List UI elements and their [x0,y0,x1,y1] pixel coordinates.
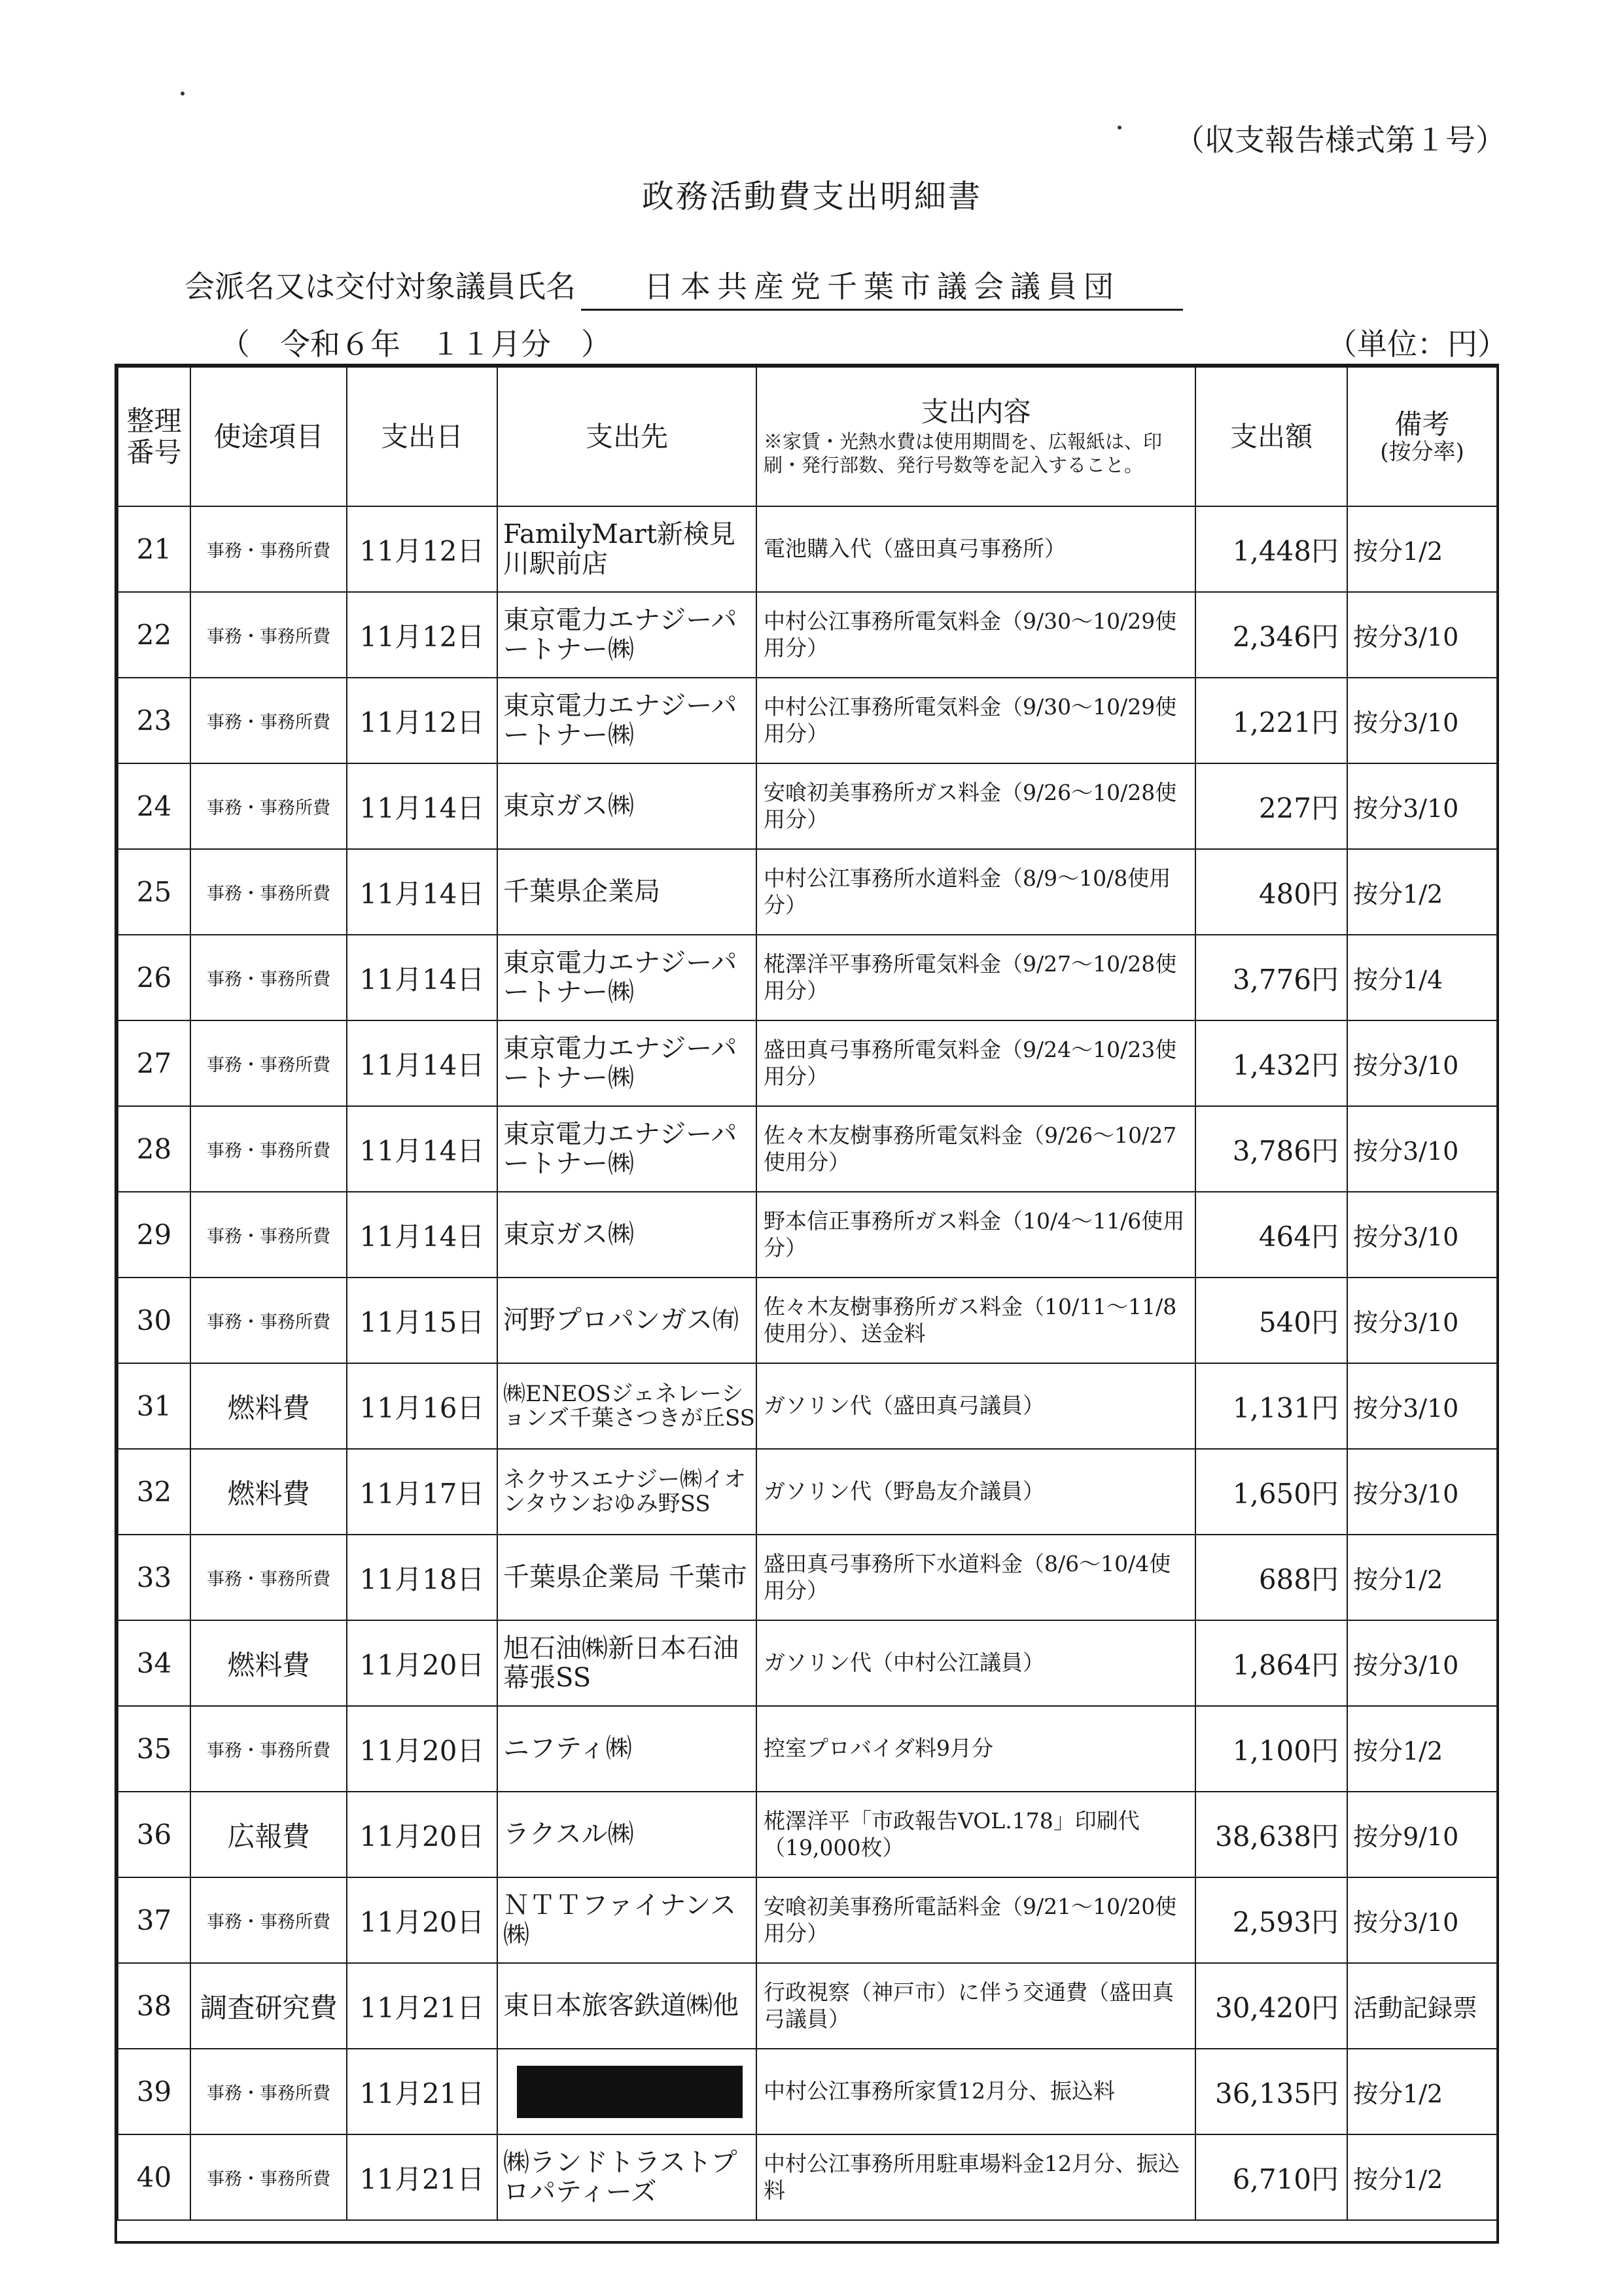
row-date: 11月14日 [347,935,497,1020]
row-payee: ニフティ㈱ [497,1706,756,1792]
document-title: 政務活動費支出明細書 [641,178,982,215]
row-category: 広報費 [190,1792,347,1877]
row-number: 25 [118,849,190,935]
row-date: 11月14日 [347,763,497,849]
row-description: 佐々木友樹事務所ガス料金（10/11～11/8使用分）、送金料 [756,1278,1195,1363]
row-payee: 東京電力エナジーパートナー㈱ [497,1020,756,1106]
row-payee: 旭石油㈱新日本石油幕張SS [497,1620,756,1706]
row-category: 事務・事務所費 [190,592,347,678]
row-number: 31 [118,1363,190,1449]
row-number: 26 [118,935,190,1020]
row-description: 盛田真弓事務所電気料金（9/24～10/23使用分） [756,1020,1195,1106]
row-amount: 1,131円 [1195,1363,1347,1449]
row-amount: 36,135円 [1195,2049,1347,2134]
row-number: 37 [118,1877,190,1963]
party-label: 会派名又は交付対象議員氏名 [185,269,576,304]
row-payee: FamilyMart新検見川駅前店 [497,506,756,592]
row-payee: ネクサスエナジー㈱イオンタウンおゆみ野SS [497,1449,756,1535]
row-remarks: 按分1/2 [1347,506,1497,592]
row-payee: 東京電力エナジーパートナー㈱ [497,678,756,763]
row-amount: 540円 [1195,1278,1347,1363]
row-category: 燃料費 [190,1363,347,1449]
table-row [118,1449,1497,1535]
row-number: 21 [118,506,190,592]
row-remarks: 按分3/10 [1347,1020,1497,1106]
table-row [118,1106,1497,1192]
reporting-period: （ 令和６年 １１月分 ） [220,326,611,362]
row-payee: ＮＴＴファイナンス㈱ [497,1877,756,1963]
header-payee: 支出先 [497,367,756,506]
row-amount: 1,650円 [1195,1449,1347,1535]
row-number: 40 [118,2134,190,2220]
row-remarks: 按分3/10 [1347,1363,1497,1449]
row-date: 11月20日 [347,1620,497,1706]
header-remarks-sub: (按分率) [1380,438,1464,465]
row-payee: 東京電力エナジーパートナー㈱ [497,592,756,678]
row-description: 椛澤洋平「市政報告VOL.178」印刷代（19,000枚） [756,1792,1195,1877]
row-category: 燃料費 [190,1620,347,1706]
row-category: 事務・事務所費 [190,1106,347,1192]
row-date: 11月21日 [347,1963,497,2049]
row-date: 11月12日 [347,506,497,592]
row-date: 11月20日 [347,1706,497,1792]
row-amount: 1,864円 [1195,1620,1347,1706]
row-payee: 千葉県企業局 [497,849,756,935]
row-description: ガソリン代（中村公江議員） [756,1620,1195,1706]
row-date: 11月12日 [347,592,497,678]
row-number: 28 [118,1106,190,1192]
row-description: 野本信正事務所ガス料金（10/4～11/6使用分） [756,1192,1195,1278]
expense-table [117,366,1498,2221]
row-number: 32 [118,1449,190,1535]
row-date: 11月14日 [347,1020,497,1106]
row-category: 調査研究費 [190,1963,347,2049]
row-remarks: 按分3/10 [1347,1278,1497,1363]
header-date: 支出日 [347,367,497,506]
row-amount: 3,776円 [1195,935,1347,1020]
row-description: 安喰初美事務所ガス料金（9/26～10/28使用分） [756,763,1195,849]
row-payee: ラクスル㈱ [497,1792,756,1877]
row-category: 事務・事務所費 [190,1706,347,1792]
row-amount: 6,710円 [1195,2134,1347,2220]
table-row [118,1020,1497,1106]
row-payee: 東日本旅客鉄道㈱他 [497,1963,756,2049]
row-remarks: 活動記録票 [1347,1963,1497,2049]
row-category: 事務・事務所費 [190,763,347,849]
form-number: （収支報告様式第１号） [1174,122,1506,158]
row-date: 11月14日 [347,1192,497,1278]
header-remarks [1347,367,1497,506]
row-description: ガソリン代（野島友介議員） [756,1449,1195,1535]
expense-rows [118,506,1497,2220]
row-description: 中村公江事務所家賃12月分、振込料 [756,2049,1195,2134]
header-category: 使途項目 [190,367,347,506]
table-row [118,1963,1497,2049]
row-remarks: 按分1/4 [1347,935,1497,1020]
row-category: 事務・事務所費 [190,1877,347,1963]
row-number: 23 [118,678,190,763]
row-date: 11月20日 [347,1792,497,1877]
row-payee: ㈱ENEOSジェネレーションズ千葉さつきが丘SS [497,1363,756,1449]
table-row [118,2049,1497,2134]
row-category: 事務・事務所費 [190,849,347,935]
scan-speck [181,92,185,96]
row-category: 事務・事務所費 [190,1192,347,1278]
row-description: 中村公江事務所電気料金（9/30～10/29使用分） [756,592,1195,678]
table-row [118,849,1497,935]
row-remarks: 按分3/10 [1347,678,1497,763]
row-remarks: 按分3/10 [1347,592,1497,678]
row-number: 39 [118,2049,190,2134]
row-amount: 2,593円 [1195,1877,1347,1963]
row-amount: 1,100円 [1195,1706,1347,1792]
row-amount: 30,420円 [1195,1963,1347,2049]
header-remarks-title: 備考 [1394,408,1450,440]
row-date: 11月14日 [347,849,497,935]
row-category: 事務・事務所費 [190,2134,347,2220]
row-payee: 千葉県企業局 千葉市 [497,1535,756,1620]
header-no [118,367,190,506]
row-number: 35 [118,1706,190,1792]
table-row [118,678,1497,763]
row-category: 事務・事務所費 [190,1278,347,1363]
redacted-block [517,2066,743,2118]
row-amount: 2,346円 [1195,592,1347,678]
row-description: 佐々木友樹事務所電気料金（9/26～10/27使用分） [756,1106,1195,1192]
header-description-note: ※家賃・光熱水費は使用期間を、広報紙は、印刷・発行部数、発行号数等を記入すること。 [764,430,1163,477]
row-payee: 河野プロパンガス㈲ [497,1278,756,1363]
table-row [118,592,1497,678]
row-description: 盛田真弓事務所下水道料金（8/6～10/4使用分） [756,1535,1195,1620]
scan-speck [1118,126,1121,130]
row-description: ガソリン代（盛田真弓議員） [756,1363,1195,1449]
row-number: 33 [118,1535,190,1620]
row-remarks: 按分3/10 [1347,1620,1497,1706]
table-row [118,1620,1497,1706]
table-row [118,506,1497,592]
row-date: 11月21日 [347,2134,497,2220]
row-remarks: 按分1/2 [1347,849,1497,935]
row-description: 安喰初美事務所電話料金（9/21～10/20使用分） [756,1877,1195,1963]
row-date: 11月20日 [347,1877,497,1963]
row-payee: 東京電力エナジーパートナー㈱ [497,935,756,1020]
table-row [118,2134,1497,2220]
row-remarks: 按分1/2 [1347,2049,1497,2134]
header-row [118,367,1497,506]
row-amount: 3,786円 [1195,1106,1347,1192]
row-amount: 464円 [1195,1192,1347,1278]
header-description [756,367,1195,506]
row-description: 行政視察（神戸市）に伴う交通費（盛田真弓議員） [756,1963,1195,2049]
table-row [118,1792,1497,1877]
row-category: 事務・事務所費 [190,1020,347,1106]
row-date: 11月12日 [347,678,497,763]
row-remarks: 按分1/2 [1347,2134,1497,2220]
row-description: 中村公江事務所水道料金（8/9～10/8使用分） [756,849,1195,935]
row-number: 27 [118,1020,190,1106]
row-amount: 1,448円 [1195,506,1347,592]
currency-unit: （単位：円） [1327,326,1508,362]
row-number: 34 [118,1620,190,1706]
row-remarks: 按分3/10 [1347,1877,1497,1963]
row-date: 11月18日 [347,1535,497,1620]
row-number: 24 [118,763,190,849]
row-amount: 1,221円 [1195,678,1347,763]
row-payee: 東京電力エナジーパートナー㈱ [497,1106,756,1192]
row-date: 11月21日 [347,2049,497,2134]
row-payee: 東京ガス㈱ [497,1192,756,1278]
row-amount: 688円 [1195,1535,1347,1620]
row-category: 事務・事務所費 [190,678,347,763]
header-description-title: 支出内容 [921,395,1031,428]
row-amount: 1,432円 [1195,1020,1347,1106]
row-date: 11月17日 [347,1449,497,1535]
row-date: 11月14日 [347,1106,497,1192]
row-number: 22 [118,592,190,678]
table-row [118,935,1497,1020]
row-number: 36 [118,1792,190,1877]
row-remarks: 按分9/10 [1347,1792,1497,1877]
header-amount: 支出額 [1195,367,1347,506]
row-category: 燃料費 [190,1449,347,1535]
row-remarks: 按分3/10 [1347,763,1497,849]
row-remarks: 按分1/2 [1347,1706,1497,1792]
header-no-label: 整理番号 [126,405,182,468]
row-description: 中村公江事務所用駐車場料金12月分、振込料 [756,2134,1195,2220]
row-amount: 480円 [1195,849,1347,935]
row-description: 電池購入代（盛田真弓事務所） [756,506,1195,592]
row-number: 38 [118,1963,190,2049]
row-category: 事務・事務所費 [190,935,347,1020]
table-row [118,1535,1497,1620]
row-category: 事務・事務所費 [190,1535,347,1620]
table-row [118,763,1497,849]
row-remarks: 按分3/10 [1347,1192,1497,1278]
table-row [118,1363,1497,1449]
row-category: 事務・事務所費 [190,2049,347,2134]
row-payee: ㈱ランドトラストプロパティーズ [497,2134,756,2220]
row-description: 中村公江事務所電気料金（9/30～10/29使用分） [756,678,1195,763]
row-description: 控室プロバイダ料9月分 [756,1706,1195,1792]
row-amount: 227円 [1195,763,1347,849]
table-row [118,1706,1497,1792]
row-date: 11月16日 [347,1363,497,1449]
table-row [118,1192,1497,1278]
party-name: 日本共産党千葉市議会議員団 [581,263,1183,311]
row-remarks: 按分1/2 [1347,1535,1497,1620]
table-row [118,1278,1497,1363]
row-date: 11月15日 [347,1278,497,1363]
row-payee: 東京ガス㈱ [497,763,756,849]
row-description: 椛澤洋平事務所電気料金（9/27～10/28使用分） [756,935,1195,1020]
row-remarks: 按分3/10 [1347,1449,1497,1535]
row-remarks: 按分3/10 [1347,1106,1497,1192]
row-category: 事務・事務所費 [190,506,347,592]
row-number: 29 [118,1192,190,1278]
row-payee [497,2049,756,2134]
row-amount: 38,638円 [1195,1792,1347,1877]
table-row [118,1877,1497,1963]
row-number: 30 [118,1278,190,1363]
expense-table-frame [115,364,1499,2244]
